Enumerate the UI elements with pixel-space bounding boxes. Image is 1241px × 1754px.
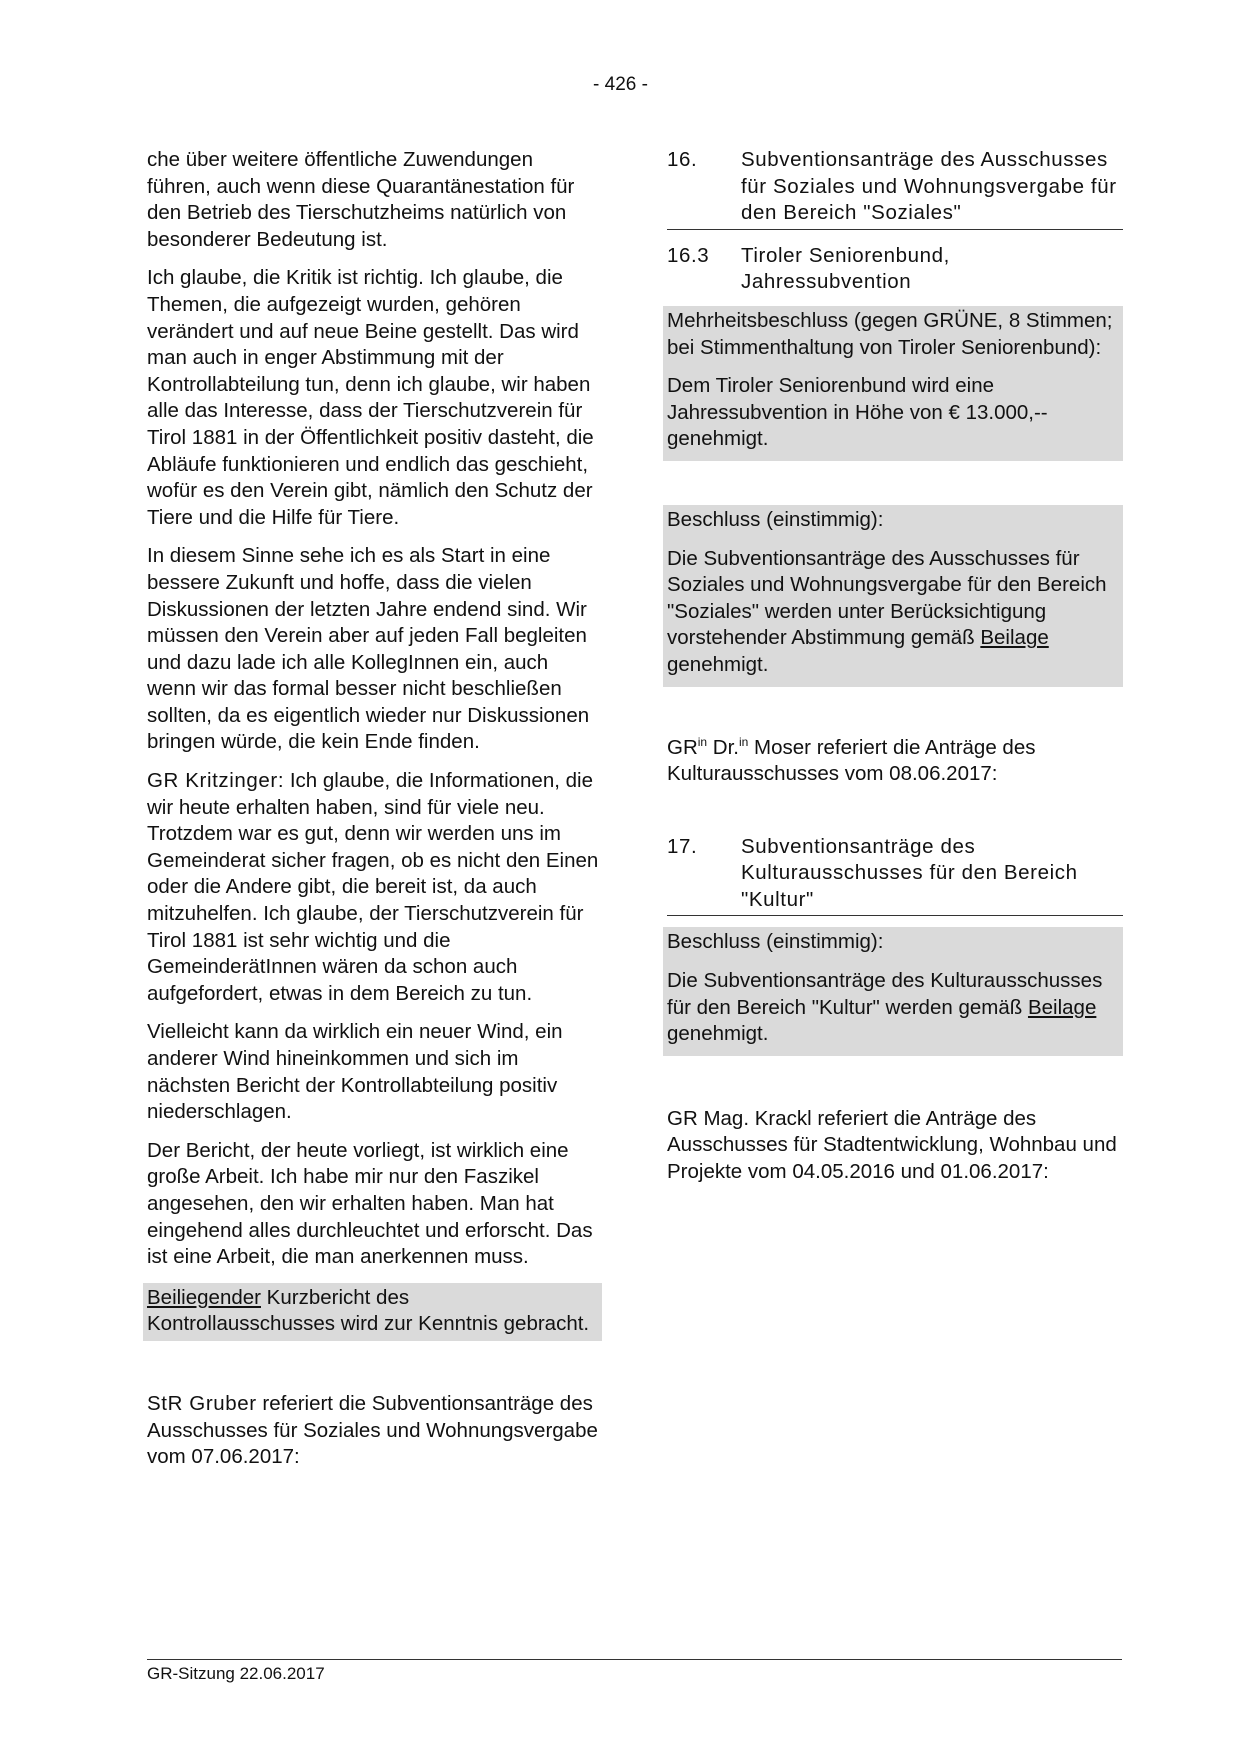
left-column	[147, 147, 602, 1483]
page-number: - 426 -	[593, 74, 648, 95]
agenda-title: Tiroler Seniorenbund, Jahressubvention	[741, 243, 950, 294]
paragraph: Der Bericht, der heute vorliegt, ist wirklich eine große Arbeit. Ich habe mir nur den Faszikel angesehen, den wir erhalten haben. Man hat eingehend alles durchleuchtet und erforscht. Das ist eine Arbeit, die man anerkennen muss.	[147, 1138, 593, 1269]
paragraph: Vielleicht kann da wirklich ein neuer Wind, ein anderer Wind hineinkommen und sich im nächsten Bericht der Kontrollabteilung positiv niederschlagen.	[147, 1020, 563, 1124]
agenda-title: Subventionsanträge des Kulturausschusses für den Bereich "Kultur"	[741, 834, 1078, 911]
attachment-link[interactable]: Beilage	[1027, 995, 1097, 1019]
resolution-text: Dem Tiroler Seniorenbund wird eine Jahressubvention in Höhe von € 13.000,-- genehmigt.	[667, 374, 1048, 451]
footer-text: GR-Sitzung 22.06.2017	[147, 1664, 325, 1683]
resolution-title: Mehrheitsbeschluss (gegen GRÜNE, 8 Stimmen; bei Stimmenthaltung von Tiroler Seniorenbund):	[667, 308, 1113, 359]
paragraph-moser: $GR^{in}$ Dr.$^{in}$ Moser referiert die Anträge des Kulturausschusses vom 08.06.2017:	[667, 734, 1036, 786]
agenda-number: 17.	[667, 834, 698, 858]
attachment-link[interactable]: Beilage	[980, 626, 1049, 650]
right-column	[667, 147, 1123, 1198]
speaker-name: StR Gruber	[147, 1391, 257, 1415]
agenda-heading-16	[667, 147, 1123, 230]
paragraph: Ich glaube, die Kritik ist richtig. Ich glaube, die Themen, die aufgezeigt wurden, gehören verändert und auf neue Beine gestellt. Das wird man auch in enger Abstimmung mit der Kontrollabteilung tun, denn ich glaube, wir haben alle das Interesse, dass der Tierschutzverein für Tirol 1881 in der Öffentlichkeit positiv dasteht, die Abläufe funktionieren und endlich das geschieht, wofür es den Verein gibt, nämlich den Schutz der Tiere und die Hilfe für Tiere.	[147, 266, 594, 529]
paragraph-kritzinger	[147, 768, 602, 1007]
speech-text: Ich glaube, die Informationen, die wir heute erhalten haben, sind für viele neu. Trotzdem war es gut, denn wir werden uns im Gemeinderat sicher fragen, ob es nicht den Einen oder die Andere gibt, die bereit ist, da auch mitzuhelfen. Ich glaube, der Tierschutzverein für Tirol 1881 ist sehr wichtig und die GemeinderätInnen wären da schon auch aufgefordert, etwas in dem Bereich zu tun.	[147, 769, 599, 1005]
agenda-number: 16.3	[667, 243, 710, 267]
resolution-box-kultur	[663, 927, 1123, 1055]
speech-text: referiert die Subventionsanträge des Ausschusses für Soziales und Wohnungsvergabe vom 07.06.2017:	[147, 1391, 598, 1469]
resolution-text: Die Subventionsanträge des Kulturausschusses für den Bereich "Kultur" werden gemäß Beilage genehmigt.	[667, 969, 1103, 1046]
resolution-title: Beschluss (einstimmig):	[667, 930, 884, 954]
resolution-box-seniorenbund	[663, 306, 1123, 461]
agenda-heading-17	[667, 834, 1123, 917]
paragraph: In diesem Sinne sehe ich es als Start in eine bessere Zukunft und hoffe, dass die vielen Diskussionen der letzten Jahre endend sind. Wir müssen den Verein aber auf jeden Fall begleiten und dazu lade ich alle KollegInnen ein, auch wenn wir das formal besser nicht beschließen sollten, da es eigentlich wieder nur Diskussionen bringen würde, die kein Ende finden.	[147, 544, 590, 754]
speaker-name: GR Kritzinger:	[147, 769, 285, 793]
paragraph: che über weitere öffentliche Zuwendungen führen, auch wenn diese Quarantänestation für den Betrieb des Tierschutzheims natürlich von besonderer Bedeutung ist.	[147, 148, 575, 251]
resolution-text: Die Subventionsanträge des Ausschusses für Soziales und Wohnungsvergabe für den Bereich "Soziales" werden unter Berücksichtigung vorstehender Abstimmung gemäß Beilage genehmigt.	[667, 546, 1107, 676]
agenda-heading-16-3	[667, 243, 1123, 296]
paragraph-gruber	[147, 1391, 602, 1471]
footer-divider	[147, 1659, 1122, 1660]
resolution-box-kontrollausschuss	[143, 1283, 602, 1341]
paragraph-krackl: GR Mag. Krackl referiert die Anträge des Ausschusses für Stadtentwicklung, Wohnbau und Projekte vom 04.05.2016 und 01.06.2017:	[667, 1106, 1117, 1184]
resolution-text: Kurzbericht des Kontrollausschusses wird zur Kenntnis gebracht.	[147, 1285, 590, 1336]
resolution-title: Beschluss (einstimmig):	[667, 507, 884, 531]
resolution-box-soziales	[663, 505, 1123, 687]
attachment-link[interactable]: Beiliegender	[147, 1285, 261, 1309]
agenda-number: 16.	[667, 148, 698, 171]
agenda-title: Subventionsanträge des Ausschusses für Soziales und Wohnungsvergabe für den Bereich "Soziales"	[741, 148, 1117, 225]
